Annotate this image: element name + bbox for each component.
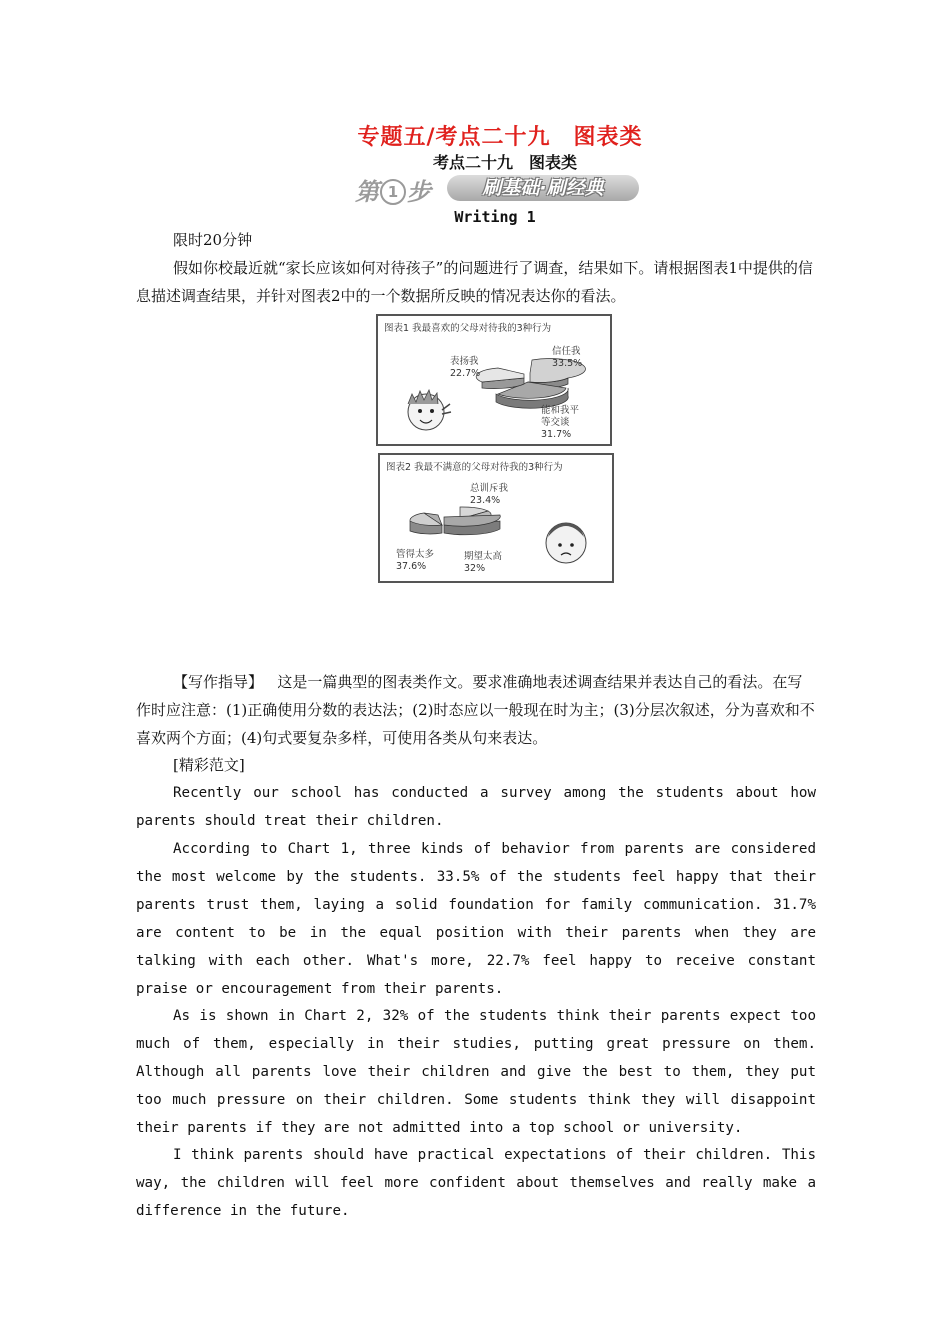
chart-2-slice-control	[410, 513, 442, 534]
chart-1-title: 图表1 我最喜欢的父母对待我的3种行为	[384, 323, 552, 334]
chart-1	[376, 314, 612, 446]
guide-text: 这是一篇典型的图表类作文。要求准确地表述调查结果并表达自己的看法。在写作时应注意：(1)正确使用分数的表达法；(2)时态应以一般现在时为主；(3)分层次叙述，分为喜欢和不喜欢两个方面；(4)句式要复杂多样，可使用各类从句来表达。	[136, 673, 815, 747]
step-prefix: 第	[355, 178, 379, 206]
chart-2-label-expect: 期望太高 32%	[464, 551, 503, 574]
chart-2-label-control: 管得太多 37.6%	[396, 549, 435, 572]
chart-2-label-scold: 总训斥我 23.4%	[470, 483, 509, 506]
chart-1-label-praise: 表扬我 22.7%	[450, 356, 481, 379]
chart-2-title: 图表2 我最不满意的父母对待我的3种行为	[386, 462, 563, 473]
chart-2-slice-expect	[444, 515, 500, 535]
page-title: 专题五/考点二十九 图表类	[357, 125, 643, 150]
guide-label: 【写作指导】	[173, 673, 264, 691]
step-number-circle: 1	[380, 179, 406, 205]
sample-paragraph-3: As is shown in Chart 2, 32% of the students think their parents expect too much of them, especially in their studies, putting great pressure on them. Although all parents love their children and give the best to them, they put too much pressure on their children. Some students think they will disappoint their parents if they are not admitted into a top school or university.	[136, 1008, 816, 1136]
step-banner	[355, 172, 640, 204]
chart-2	[378, 453, 614, 583]
time-limit: 限时20分钟	[173, 231, 253, 249]
sample-paragraph-1: Recently our school has conducted a survey among the students about how parents should treat their children.	[136, 785, 816, 829]
section-subtitle: 考点二十九 图表类	[432, 153, 577, 172]
sample-label: [精彩范文]	[173, 756, 245, 774]
step-indicator	[355, 172, 431, 207]
step-suffix: 步	[407, 178, 431, 206]
chart-1-label-equal: 能和我平 等交谈 31.7%	[541, 405, 580, 440]
writing-label: Writing 1	[454, 208, 536, 226]
writing-guide	[136, 668, 816, 752]
chart-2-sad-kid-icon	[546, 523, 586, 563]
step-pill-label: 刷基础·刷经典	[447, 175, 639, 201]
task-prompt: 假如你校最近就“家长应该如何对待孩子”的问题进行了调查，结果如下。请根据图表1中提供的信息描述调查结果，并针对图表2中的一个数据所反映的情况表达你的看法。	[136, 259, 813, 305]
chart-1-mascot-icon	[408, 390, 451, 430]
sample-paragraph-4: I think parents should have practical expectations of their children. This way, the children will feel more confident about themselves and really make a difference in the future.	[136, 1147, 816, 1219]
sample-paragraph-2: According to Chart 1, three kinds of behavior from parents are considered the most welcome by the students. 33.5% of the students feel happy that their parents trust them, laying a solid foundation for family communication. 31.7% are content to be in the equal position with their parents when they are talking with each other. What's more, 22.7% feel happy to receive constant praise or encouragement from their parents.	[136, 841, 816, 997]
chart-1-slice-praise	[476, 368, 524, 389]
chart-1-label-trust: 信任我 33.5%	[552, 346, 583, 369]
